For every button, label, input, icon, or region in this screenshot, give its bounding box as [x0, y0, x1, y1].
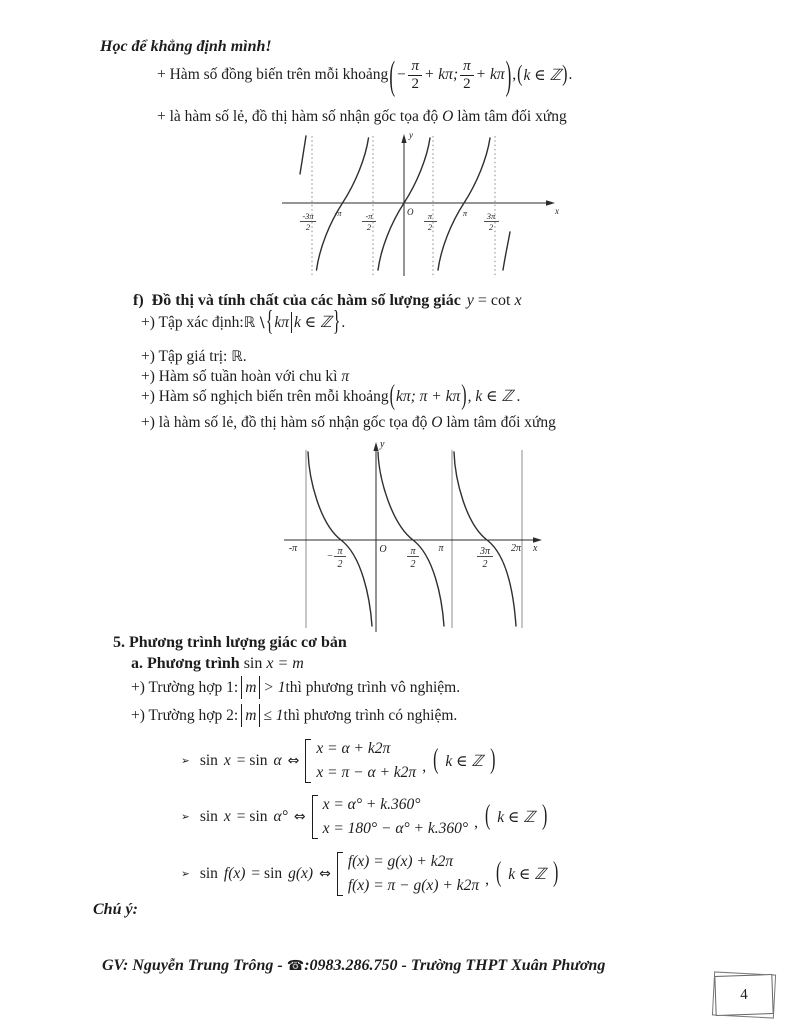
domain-dot: .	[341, 313, 346, 331]
odd-origin: O	[431, 414, 443, 431]
tan-tick-negpi2-num: -π	[365, 211, 373, 221]
section-5a-subtitle	[131, 655, 304, 673]
cot-asymptotes	[306, 450, 522, 628]
eq1-comma: ,	[422, 758, 427, 776]
eq3-cond-lparen: (	[495, 857, 502, 889]
tan-tick-negpi2-den: 2	[366, 222, 372, 232]
iff-arrow-icon: ⇔	[319, 866, 331, 883]
equation-sin-degrees	[181, 793, 548, 841]
cases-bracket	[305, 739, 311, 783]
f-bullet-domain	[141, 306, 346, 337]
cot-tick-negpi2-minus: −	[326, 551, 334, 562]
eq3-comma: ,	[485, 871, 489, 889]
cot-tick-3pi2-num: 3π	[479, 546, 491, 557]
eq3-gx: g(x)	[288, 865, 314, 883]
eq2-comma: ,	[474, 814, 478, 832]
range-label: +) Tập giá trị:	[141, 348, 232, 365]
arrow-bullet-icon: ➢	[181, 811, 190, 824]
eq3-sin: sin	[199, 865, 218, 883]
eq1-sin: sin	[199, 752, 218, 770]
cond-left-paren: (	[517, 62, 523, 87]
case2-m: m	[245, 706, 257, 724]
section-5-title: 5. Phương trình lượng giác cơ bản	[113, 634, 347, 651]
right-paren: )	[505, 52, 512, 98]
page-number: 4	[714, 974, 773, 1016]
bullet2-text-b: làm tâm đối xứng	[453, 108, 567, 125]
eq1-cond: k ∈ ℤ	[445, 752, 484, 770]
brace-content-2: k ∈ ℤ	[294, 314, 332, 331]
eq2-case-rows	[323, 793, 469, 841]
eq1-alpha: α	[273, 752, 282, 770]
abs-bar-right	[259, 676, 260, 699]
arrow-bullet-icon: ➢	[181, 868, 190, 881]
equation-sin-fg	[181, 850, 559, 898]
interval-right-paren: )	[461, 380, 467, 411]
footer-school: :0983.286.750 - Trường THPT Xuân Phương	[304, 957, 606, 974]
sub-bold: a. Phương trình	[131, 655, 244, 672]
equation-sin-alpha	[181, 737, 496, 785]
cot-tick-negpi: -π	[288, 543, 298, 554]
eq2-row-1: x = α° + k.360°	[322, 796, 421, 813]
case2-label: +) Trường hợp 2:	[131, 706, 239, 724]
f-bullet-decreasing	[141, 380, 521, 411]
eq1-cases	[305, 737, 416, 785]
eq3-fx: f(x)	[223, 865, 246, 883]
bullet1-text: + Hàm số đồng biến trên mỗi khoảng	[157, 66, 389, 84]
eq2-cases	[312, 793, 469, 841]
math-kpi-2: + kπ	[475, 66, 505, 84]
interval-left-paren: (	[389, 380, 395, 411]
eq2-alpha-deg: α°	[273, 808, 288, 826]
set-builder-bar	[291, 312, 292, 333]
f-bullet-range	[141, 348, 247, 366]
cot-tick-3pi2-den: 2	[482, 559, 488, 570]
fraction-pi-2b: $\frac{\pi}{2}$	[460, 58, 474, 93]
y-axis-arrow	[401, 134, 406, 143]
range-dot: .	[242, 348, 247, 365]
cot-curves	[308, 452, 516, 626]
eq1-x: x	[223, 752, 231, 770]
eq3-row-2: f(x) = π − g(x) + k2π	[347, 877, 480, 895]
tan-tick-3pi2-num: 3π	[486, 211, 496, 221]
iff-arrow-icon: ⇔	[293, 809, 306, 826]
iff-arrow-icon: ⇔	[287, 753, 300, 770]
eq2-row-2: x = 180° − α° + k.360°	[322, 820, 469, 838]
eq1-mid: = sin	[236, 752, 268, 770]
k-in-z: k ∈ ℤ	[523, 66, 562, 84]
minus-sign: −	[395, 66, 407, 84]
cot-y-label: y	[380, 439, 385, 450]
abs-bar-right-2	[259, 704, 260, 727]
page-footer	[102, 957, 605, 975]
eq1-cond-rparen: )	[490, 744, 496, 776]
page-motto: Học để khẳng định mình!	[100, 38, 272, 55]
f-math-mid: = cot	[477, 292, 511, 309]
f-math-x: x	[514, 292, 522, 309]
intro-bullet-2	[157, 108, 567, 126]
eq1-case-rows	[316, 737, 416, 785]
eq2-cond-rparen: )	[541, 800, 548, 832]
fraction-pi-2: $\frac{\pi}{2}$	[408, 58, 422, 93]
cot-tick-pi2-num: π	[410, 546, 416, 557]
case1-label: +) Trường hợp 1:	[131, 678, 239, 696]
interval-post: , k ∈ ℤ .	[467, 388, 521, 405]
section-f-heading	[133, 292, 522, 310]
cot-tick-negpi2-den: 2	[337, 559, 343, 570]
eq2-sin: sin	[199, 808, 218, 826]
eq1-row-1: x = α + k2π	[316, 740, 391, 757]
abs-bar-left	[241, 676, 242, 699]
brace-content-1: kπ	[274, 313, 290, 331]
x-axis-arrow	[546, 200, 555, 205]
bullet2-text-a: + là hàm số lẻ, đồ thị hàm số nhận gốc tọa độ	[157, 108, 443, 125]
cond-right-paren: )	[562, 62, 568, 87]
tan-tick-neg3pi2-den: 2	[305, 222, 311, 232]
decreasing-label: +) Hàm số nghịch biến trên mỗi khoảng	[141, 387, 389, 405]
case2-text: thì phương trình có nghiệm.	[283, 706, 458, 724]
tan-y-label: y	[409, 130, 413, 140]
eq2-x: x	[223, 808, 231, 826]
cot-y-arrow	[373, 442, 378, 451]
case1-text: thì phương trình vô nghiệm.	[285, 678, 461, 696]
tan-tick-neg3pi2-num: -3π	[302, 211, 314, 221]
case-2	[131, 704, 457, 727]
cot-x-label: x	[533, 543, 538, 554]
eq3-row-1: f(x) = g(x) + k2π	[347, 853, 454, 870]
cot-graph	[280, 438, 550, 636]
range-R: ℝ	[231, 349, 243, 365]
eq1-cond-lparen: (	[433, 744, 439, 776]
abs-bar-left-2	[241, 704, 242, 727]
left-paren: (	[389, 52, 395, 98]
cot-tick-pi: π	[438, 543, 444, 554]
domain-label: +) Tập xác định:	[141, 313, 244, 331]
cot-tick-negpi2-num: π	[337, 546, 343, 557]
tan-tick-pi2-num: π	[427, 211, 433, 221]
cot-tick-2pi: 2π	[510, 543, 522, 554]
right-brace: }	[332, 306, 341, 337]
tan-graph	[268, 130, 560, 282]
left-brace: {	[265, 306, 274, 337]
arrow-bullet-icon: ➢	[181, 755, 190, 768]
section-f-label: f)	[133, 292, 144, 309]
tan-x-label: x	[555, 206, 559, 216]
eq2-cond-lparen: (	[484, 800, 491, 832]
eq3-mid: = sin	[251, 865, 283, 883]
eq2-mid: = sin	[236, 808, 268, 826]
page-number-box	[712, 972, 776, 1018]
tan-axes	[282, 137, 551, 276]
tan-tick-pi: π	[462, 208, 468, 218]
odd-text-a: +) là hàm số lẻ, đồ thị hàm số nhận gốc tọa độ	[141, 414, 432, 431]
cot-tick-pi2-den: 2	[410, 559, 416, 570]
comma: ,	[512, 66, 517, 84]
dot: .	[568, 66, 573, 84]
sub-sin: sin	[243, 655, 267, 672]
origin-symbol: O	[442, 108, 454, 125]
case-1	[131, 676, 460, 699]
section-f-title: Đồ thị và tính chất của các hàm số lượng giác	[151, 292, 461, 309]
cases-bracket	[312, 795, 318, 839]
footer-teacher: GV: Nguyễn Trung Trông -	[102, 957, 287, 974]
tan-tick-3pi2-den: 2	[488, 222, 494, 232]
eq2-cond: k ∈ ℤ	[497, 808, 535, 826]
odd-text-b: làm tâm đối xứng	[442, 414, 556, 431]
tan-origin: O	[407, 207, 414, 217]
cot-x-arrow	[533, 537, 542, 542]
phone-icon: ☎	[286, 958, 305, 974]
cot-origin: O	[379, 544, 387, 555]
note-label: Chú ý:	[93, 901, 138, 918]
intro-bullet-1	[157, 52, 573, 98]
f-math-y: y	[466, 292, 474, 309]
eq3-cond-rparen: )	[552, 857, 559, 889]
case1-m: m	[245, 678, 257, 696]
math-kpi-1: + kπ;	[423, 66, 459, 84]
case2-cmp: ≤ 1	[263, 706, 284, 724]
eq3-case-rows	[348, 850, 479, 898]
eq3-cond: k ∈ ℤ	[508, 865, 546, 883]
cases-bracket	[337, 852, 343, 896]
tan-tick-negpi: -π	[334, 208, 342, 218]
tan-tick-pi2-den: 2	[427, 222, 433, 232]
case1-cmp: > 1	[263, 678, 286, 696]
sub-math: x = m	[266, 655, 304, 672]
eq3-cases	[337, 850, 479, 898]
period-pi: π	[341, 368, 350, 385]
f-bullet-odd	[141, 414, 556, 432]
interval-content: kπ; π + kπ	[395, 387, 461, 405]
period-label: +) Hàm số tuần hoàn với chu kì	[141, 368, 342, 385]
f-bullet-period	[141, 368, 349, 386]
set-R: ℝ \	[243, 314, 265, 331]
eq1-row-2: x = π − α + k2π	[316, 764, 417, 782]
